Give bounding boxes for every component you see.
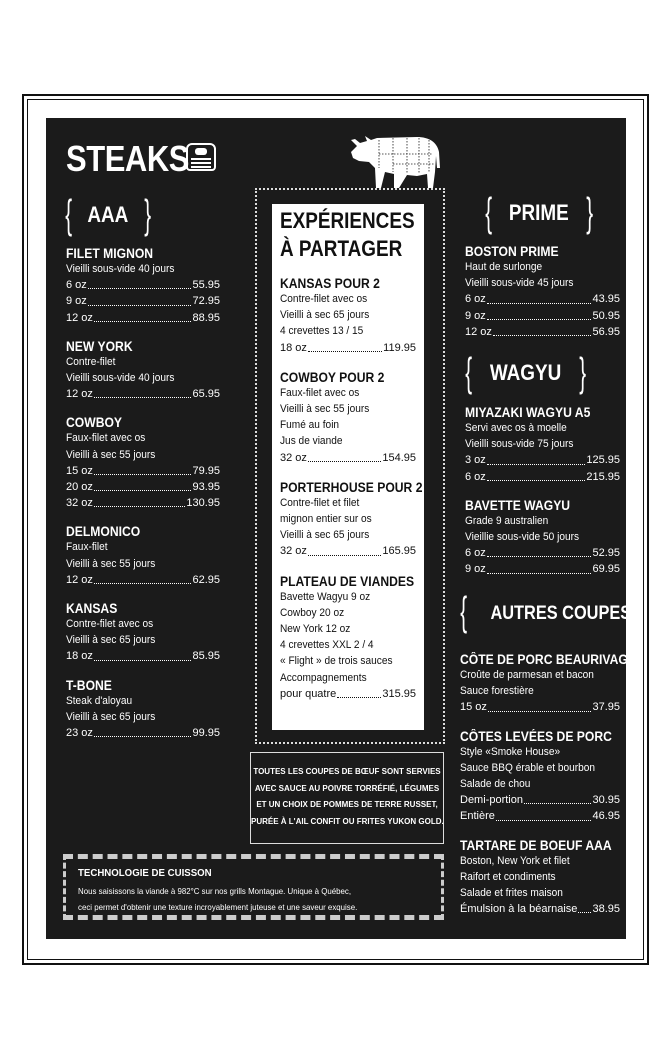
cooking-technology-box: TECHNOLOGIE DE CUISSON Nous saisissons la viande à 982°C sur nos grills Montague. Unique à Québec, ceci permet d'obtenir une texture incroyablement juteuse et une saveur exquise.: [63, 854, 444, 920]
menu-item-filet-mignon: FILET MIGNON Vieilli sous-vide 40 jours 6 oz 55.95 9 oz 72.95 12 oz 88.95: [66, 246, 220, 326]
menu-item-tartare: TARTARE DE BOEUF AAA Boston, New York et filet Raifort et condiments Salade et frites maison Émulsion à la béarnaise 38.95: [460, 838, 620, 918]
prime-heading: { PRIME }: [485, 190, 594, 236]
price-row: 6 oz 52.95: [465, 547, 620, 560]
price-row: 18 oz 85.95: [66, 650, 220, 663]
price-row: 15 oz 37.95: [460, 701, 620, 714]
menu-item-kansas-pour-2: KANSAS POUR 2 Contre-filet avec os Vieilli à sec 65 jours 4 crevettes 13 / 15 18 oz 119.95: [280, 276, 416, 356]
menu-item-cowboy: COWBOY Faux-filet avec os Vieilli à sec 55 jours 15 oz 79.95 20 oz 93.95 32 oz 130.95: [66, 415, 220, 511]
menu-item-boston-prime: BOSTON PRIME Haut de surlonge Vieilli sous-vide 45 jours 6 oz 43.95 9 oz 50.95 12 oz 56.95: [465, 244, 620, 340]
menu-item-t-bone: T-BONE Steak d'aloyau Vieilli à sec 65 jours 23 oz 99.95: [66, 678, 220, 742]
prime-items: [465, 244, 620, 340]
menu-board: [46, 118, 663, 939]
wagyu-heading: { WAGYU }: [465, 350, 587, 396]
price-row: 12 oz 62.95: [66, 573, 220, 586]
menu-item-bavette-wagyu: BAVETTE WAGYU Grade 9 australien Vieillie sous-vide 50 jours 6 oz 52.95 9 oz 69.95: [465, 498, 620, 578]
price-row: 23 oz 99.95: [66, 727, 220, 740]
menu-item-cotes-levees: CÔTES LEVÉES DE PORC Style «Smoke House» Sauce BBQ érable et bourbon Salade de chou Demi-portion 30.95 Entière 46.95: [460, 729, 620, 825]
price-row: 32 oz 165.95: [280, 545, 416, 558]
price-row: 20 oz 93.95: [66, 481, 220, 494]
price-row: 12 oz 65.95: [66, 388, 220, 401]
autres-coupes-heading: { AUTRES COUPES }: [460, 589, 663, 635]
price-row: 3 oz 125.95: [465, 454, 620, 467]
menu-item-cote-de-porc: CÔTE DE PORC BEAURIVAGE Croûte de parmesan et bacon Sauce forestière 15 oz 37.95: [460, 652, 620, 716]
price-row: 9 oz 50.95: [465, 309, 620, 322]
share-panel: [272, 204, 424, 730]
price-row: Demi-portion 30.95: [460, 794, 620, 807]
price-row: 9 oz 72.95: [66, 295, 220, 308]
menu-item-kansas: KANSAS Contre-filet avec os Vieilli à sec 65 jours 18 oz 85.95: [66, 601, 220, 665]
price-row: Entière 46.95: [460, 810, 620, 823]
price-row: 6 oz 43.95: [465, 293, 620, 306]
menu-title: STEAKS: [66, 138, 190, 179]
price-row: 15 oz 79.95: [66, 464, 220, 477]
price-row: 32 oz 154.95: [280, 451, 416, 464]
price-row: 9 oz 69.95: [465, 563, 620, 576]
price-row: 12 oz 88.95: [66, 311, 220, 324]
autres-items: [460, 652, 636, 917]
service-note: TOUTES LES COUPES DE BŒUF SONT SERVIES AVEC SAUCE AU POIVRE TORRÉFIÉ, LÉGUMES ET UN CHOIX DE POMMES DE TERRE RUSSET, PURÉE À L'AIL CONFIT OU FRITES YUKON GOLD.: [250, 752, 444, 844]
certified-angus-beef-icon: [186, 143, 216, 171]
cow-icon: [347, 128, 445, 190]
aaa-items: [66, 246, 220, 741]
price-row: 6 oz 55.95: [66, 279, 220, 292]
share-title-line-1: EXPÉRIENCES: [280, 208, 415, 233]
price-row: Émulsion à la béarnaise 38.95: [460, 903, 620, 916]
price-row: 18 oz 119.95: [280, 341, 416, 354]
price-row: 6 oz 215.95: [465, 470, 620, 483]
menu-item-plateau-de-viandes: PLATEAU DE VIANDES Bavette Wagyu 9 oz Cowboy 20 oz New York 12 oz 4 crevettes XXL 2 / 4 « Flight » de trois sauces Accompagnements pour quatre 315.95: [280, 574, 416, 702]
menu-item-delmonico: DELMONICO Faux-filet Vieilli à sec 55 jours 12 oz 62.95: [66, 524, 220, 588]
price-row: 12 oz 56.95: [465, 325, 620, 338]
menu-item-new-york: NEW YORK Contre-filet Vieilli sous-vide 40 jours 12 oz 65.95: [66, 339, 220, 403]
price-row: pour quatre 315.95: [280, 687, 416, 700]
wagyu-items: [465, 405, 620, 578]
menu-item-porterhouse-pour-2: PORTERHOUSE POUR 2 Contre-filet et filet mignon entier sur os Vieilli à sec 65 jours 32 oz 165.95: [280, 480, 416, 560]
price-row: 32 oz 130.95: [66, 497, 220, 510]
menu-item-miyazaki-wagyu: MIYAZAKI WAGYU A5 Servi avec os à moelle Vieilli sous-vide 75 jours 3 oz 125.95 6 oz 215.95: [465, 405, 620, 485]
menu-item-cowboy-pour-2: COWBOY POUR 2 Faux-filet avec os Vieilli à sec 55 jours Fumé au foin Jus de viande 32 oz 154.95: [280, 370, 416, 466]
aaa-heading: { AAA }: [65, 192, 152, 238]
share-title-line-2: À PARTAGER: [280, 236, 403, 261]
